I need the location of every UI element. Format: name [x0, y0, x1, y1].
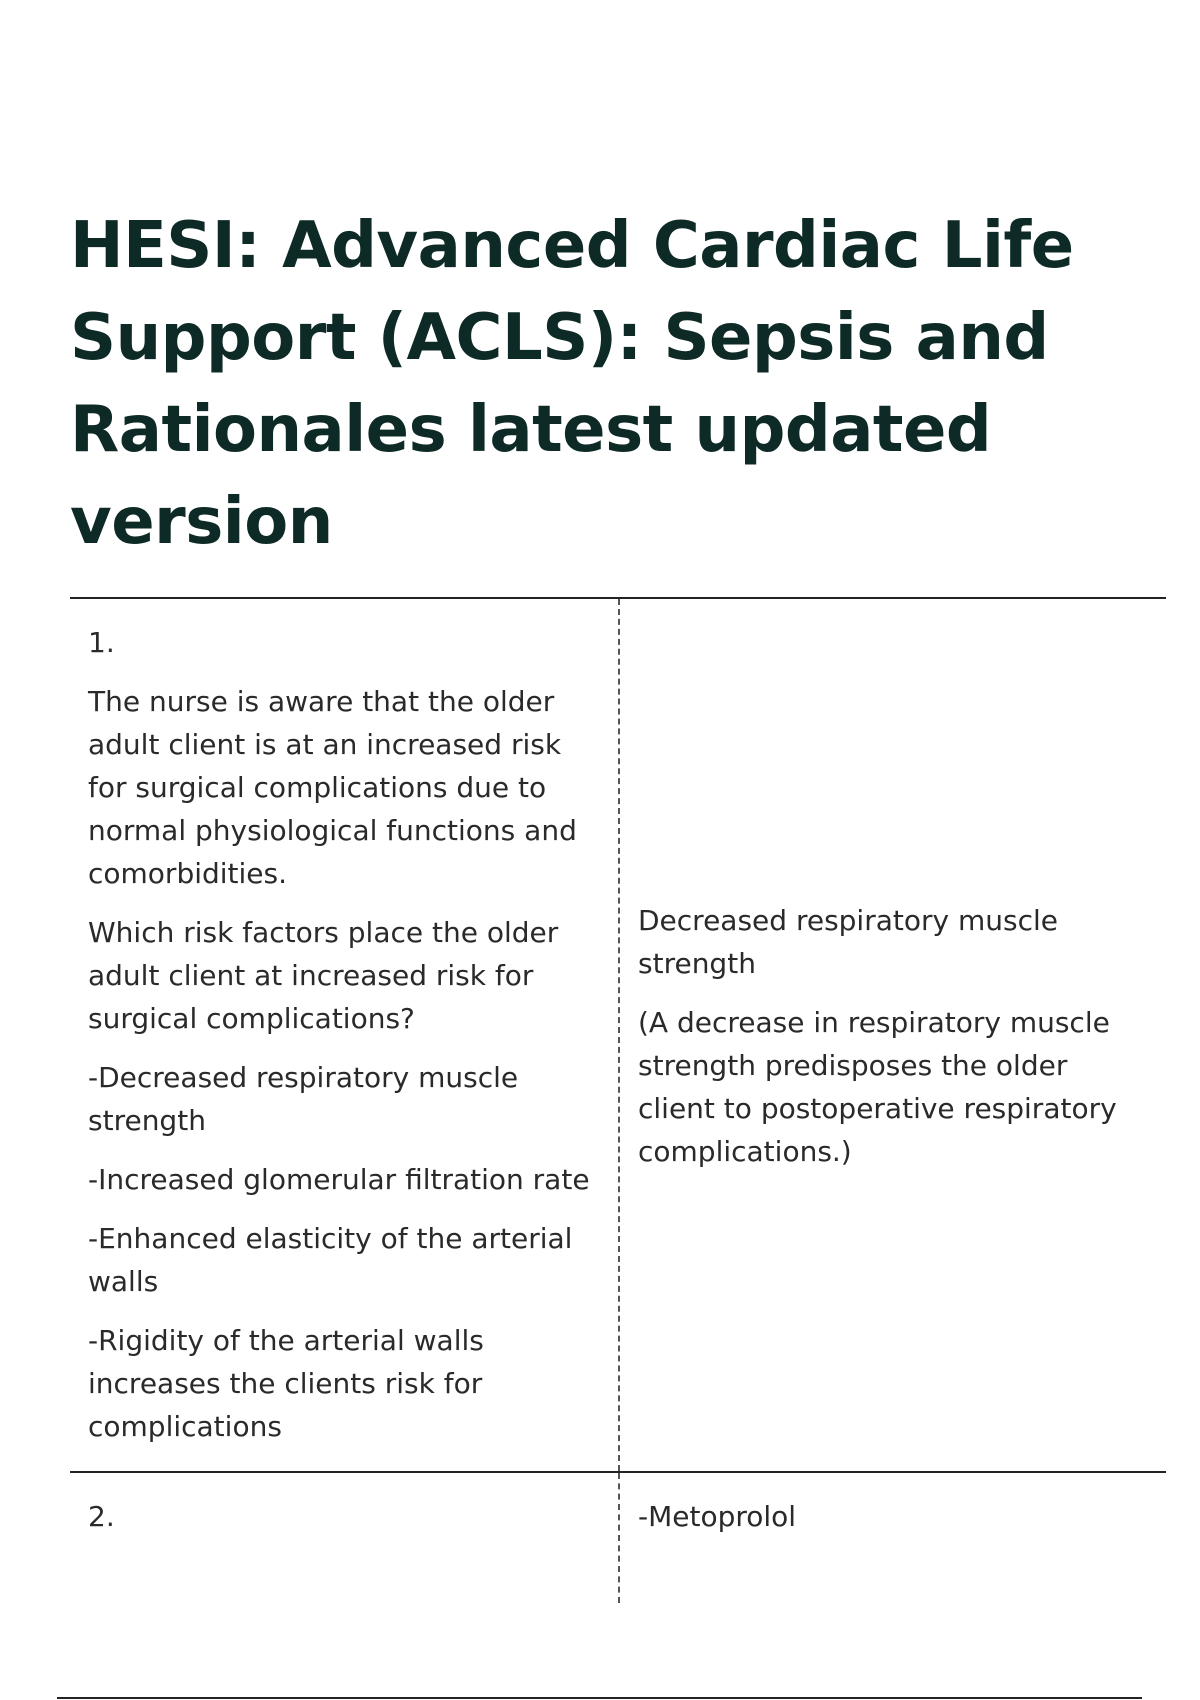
flashcard-definition	[620, 599, 1166, 1471]
correct-answer: Decreased respiratory muscle strength	[638, 904, 1058, 980]
card-number: 2.	[88, 1500, 115, 1533]
flashcard-term	[70, 599, 620, 1471]
flashcard-list	[70, 597, 1166, 1603]
question-prompt: Which risk factors place the older adult client at increased risk for surgical complications?	[88, 916, 559, 1035]
flashcard-definition	[620, 1473, 1166, 1603]
answer-option: -Decreased respiratory muscle strength	[88, 1061, 519, 1137]
answer-option: -Rigidity of the arterial walls increases the clients risk for complications	[88, 1324, 484, 1443]
answer-option: -Increased glomerular filtration rate	[88, 1163, 590, 1196]
page-footer-divider	[57, 1697, 1142, 1699]
flashcard-term	[70, 1473, 620, 1603]
card-number: 1.	[88, 626, 115, 659]
document-title: HESI: Advanced Cardiac Life Support (ACLS): Sepsis and Rationales latest updated version	[70, 209, 1074, 559]
flashcard-1	[70, 597, 1166, 1471]
correct-answer: -Metoprolol	[638, 1500, 797, 1533]
question-text: The nurse is aware that the older adult client is at an increased risk for surgical complications due to normal physiological functions and comorbidities.	[88, 685, 577, 890]
answer-option: -Enhanced elasticity of the arterial walls	[88, 1222, 573, 1298]
rationale-text: (A decrease in respiratory muscle strength predisposes the older client to postoperative respiratory complications.)	[638, 1006, 1117, 1168]
flashcard-2	[70, 1471, 1166, 1603]
